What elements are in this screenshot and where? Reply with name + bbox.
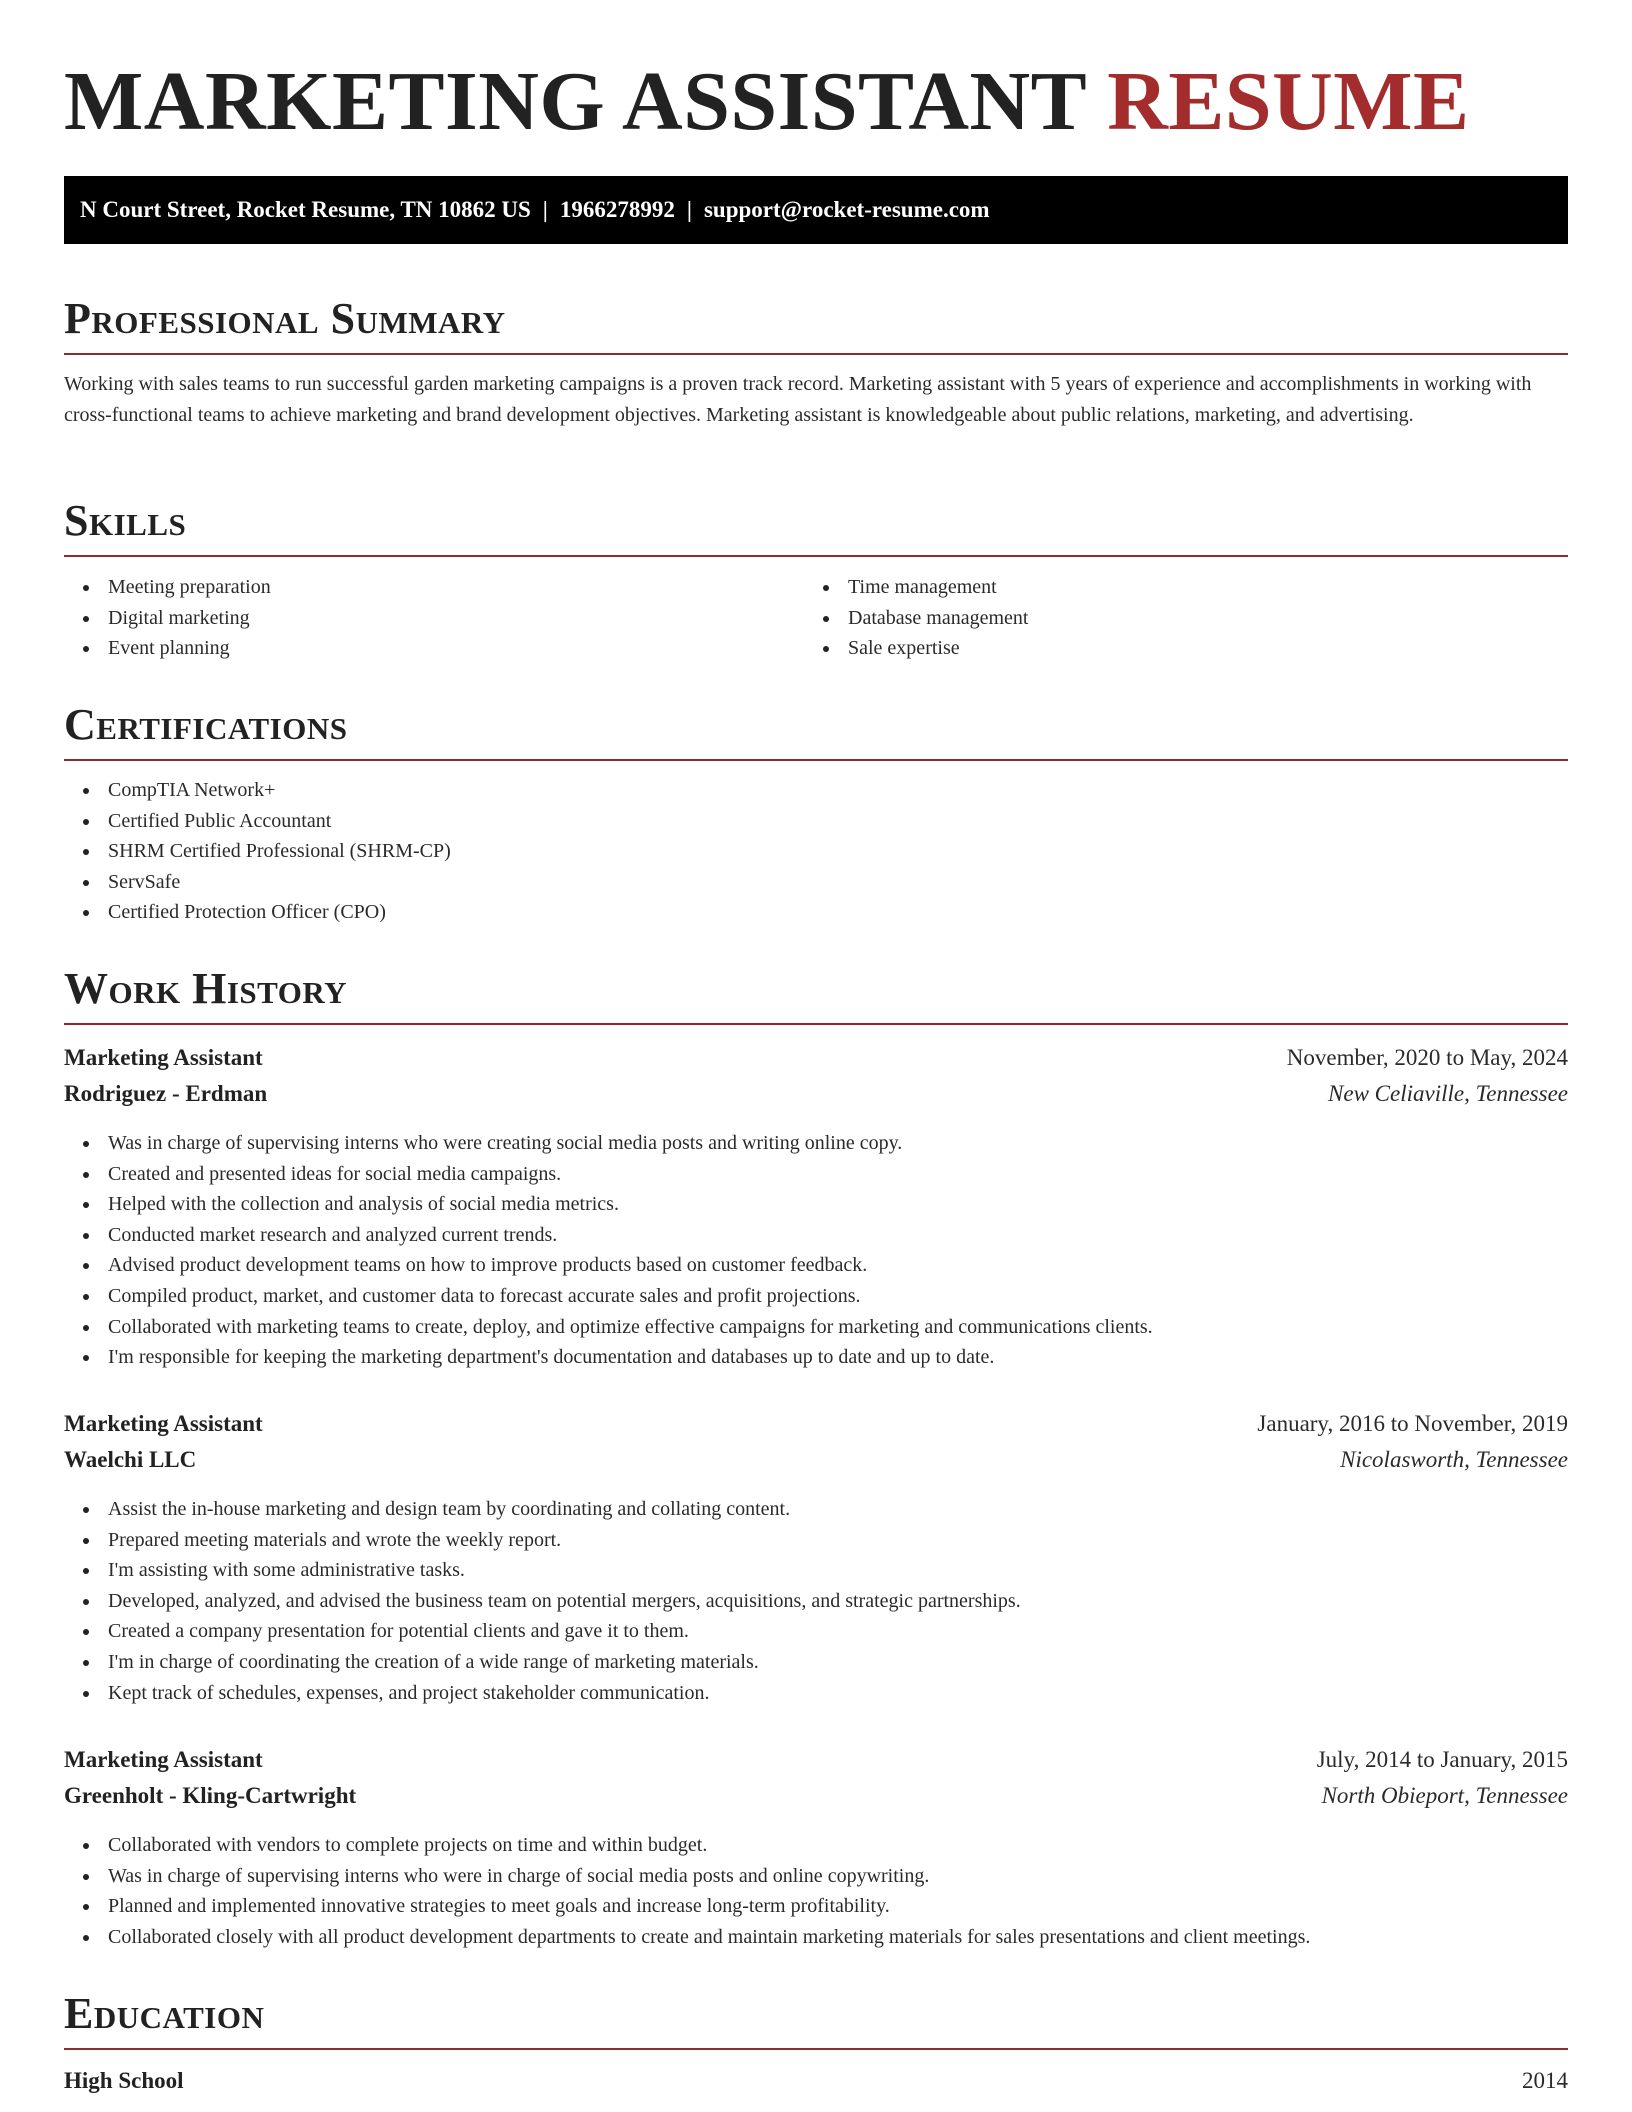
job-title: Marketing Assistant	[64, 1411, 263, 1436]
job-duty-item: Was in charge of supervising interns who were creating social media posts and writing online copy.	[64, 1128, 1568, 1159]
job-duty-item: Collaborated with vendors to complete projects on time and within budget.	[64, 1830, 1568, 1861]
skills-list-right	[804, 572, 1544, 664]
job-duty-item: Prepared meeting materials and wrote the weekly report.	[64, 1525, 1568, 1556]
certification-item: Certified Protection Officer (CPO)	[64, 897, 1568, 928]
summary-text: Working with sales teams to run successful garden marketing campaigns is a proven track record. Marketing assistant with 5 years of experience and accomplishments in working with cross-functional teams to achieve marketing and brand development objectives. Marketing assistant is knowledgeable about public relations, marketing, and advertising.	[64, 373, 1532, 426]
job-duty-item: Developed, analyzed, and advised the business team on potential mergers, acquisitions, and strategic partnerships.	[64, 1586, 1568, 1617]
education-row	[64, 2063, 1568, 2099]
certification-item: Certified Public Accountant	[64, 806, 1568, 837]
job-duties-list	[64, 1830, 1568, 1952]
job-duty-item: Helped with the collection and analysis of social media metrics.	[64, 1189, 1568, 1220]
job-duty-item: I'm in charge of coordinating the creation of a wide range of marketing materials.	[64, 1647, 1568, 1678]
job-title-row	[64, 1406, 1568, 1442]
section-title-skills: Skills	[64, 496, 187, 545]
education-year: 2014	[1522, 2068, 1568, 2093]
contact-separator: |	[686, 197, 692, 222]
contact-phone[interactable]: 1966278992	[559, 197, 675, 222]
certifications-list	[64, 775, 1568, 928]
job-location: New Celiaville, Tennessee	[1328, 1081, 1568, 1106]
section-header-summary	[64, 291, 1568, 355]
education-degree: High School	[64, 2068, 184, 2093]
skill-item: Meeting preparation	[64, 572, 804, 603]
job-company: Rodriguez - Erdman	[64, 1081, 268, 1106]
skill-item: Database management	[804, 603, 1544, 634]
section-header-education	[64, 1986, 1568, 2050]
job-duty-item: I'm assisting with some administrative tasks.	[64, 1555, 1568, 1586]
title-accent: RESUME	[1107, 55, 1470, 148]
job-duties-list	[64, 1128, 1568, 1373]
contact-email[interactable]: support@rocket-resume.com	[703, 197, 990, 222]
job-location: Nicolasworth, Tennessee	[1340, 1447, 1568, 1472]
contact-separator: |	[542, 197, 548, 222]
certification-item: ServSafe	[64, 867, 1568, 898]
section-title-work-history: Work History	[64, 964, 348, 1013]
job-duty-item: Created a company presentation for potential clients and gave it to them.	[64, 1616, 1568, 1647]
certification-item: SHRM Certified Professional (SHRM-CP)	[64, 836, 1568, 867]
job-duty-item: Was in charge of supervising interns who were in charge of social media posts and online copywriting.	[64, 1861, 1568, 1892]
contact-bar	[64, 176, 1568, 244]
job-company-row	[64, 1076, 1568, 1112]
job-duty-item: I'm responsible for keeping the marketing department's documentation and databases up to date and up to date.	[64, 1342, 1568, 1373]
job-duties-list	[64, 1494, 1568, 1708]
skill-item: Time management	[804, 572, 1544, 603]
job-duty-item: Kept track of schedules, expenses, and project stakeholder communication.	[64, 1678, 1568, 1709]
job-duty-item: Collaborated with marketing teams to create, deploy, and optimize effective campaigns for marketing and communications clients.	[64, 1312, 1568, 1343]
job-duty-item: Collaborated closely with all product development departments to create and maintain marketing materials for sales presentations and client meetings.	[64, 1922, 1568, 1953]
skill-item: Event planning	[64, 633, 804, 664]
section-header-skills	[64, 493, 1568, 557]
skill-item: Digital marketing	[64, 603, 804, 634]
section-title-certifications: Certifications	[64, 700, 348, 749]
job-dates: January, 2016 to November, 2019	[1257, 1411, 1568, 1436]
resume-title	[64, 50, 1470, 154]
contact-address: N Court Street, Rocket Resume, TN 10862 US	[80, 197, 531, 222]
certification-item: CompTIA Network+	[64, 775, 1568, 806]
job-duty-item: Created and presented ideas for social media campaigns.	[64, 1159, 1568, 1190]
job-dates: November, 2020 to May, 2024	[1286, 1045, 1568, 1070]
job-duty-item: Conducted market research and analyzed current trends.	[64, 1220, 1568, 1251]
job-title-row	[64, 1040, 1568, 1076]
job-location: North Obieport, Tennessee	[1321, 1783, 1568, 1808]
skills-list-left	[64, 572, 804, 664]
section-header-certifications	[64, 697, 1568, 761]
job-company-row	[64, 1442, 1568, 1478]
job-duty-item: Planned and implemented innovative strategies to meet goals and increase long-term profitability.	[64, 1891, 1568, 1922]
section-title-education: Education	[64, 1989, 265, 2038]
job-dates: July, 2014 to January, 2015	[1316, 1747, 1568, 1772]
job-duty-item: Assist the in-house marketing and design team by coordinating and collating content.	[64, 1494, 1568, 1525]
job-company: Greenholt - Kling-Cartwright	[64, 1783, 357, 1808]
job-company: Waelchi LLC	[64, 1447, 197, 1472]
skill-item: Sale expertise	[804, 633, 1544, 664]
section-title-summary: Professional Summary	[64, 294, 506, 343]
job-title-row	[64, 1742, 1568, 1778]
job-company-row	[64, 1778, 1568, 1814]
job-title: Marketing Assistant	[64, 1747, 263, 1772]
section-header-work-history	[64, 961, 1568, 1025]
job-duty-item: Advised product development teams on how to improve products based on customer feedback.	[64, 1250, 1568, 1281]
job-duty-item: Compiled product, market, and customer data to forecast accurate sales and profit projections.	[64, 1281, 1568, 1312]
title-main: MARKETING ASSISTANT	[64, 55, 1086, 148]
job-title: Marketing Assistant	[64, 1045, 263, 1070]
